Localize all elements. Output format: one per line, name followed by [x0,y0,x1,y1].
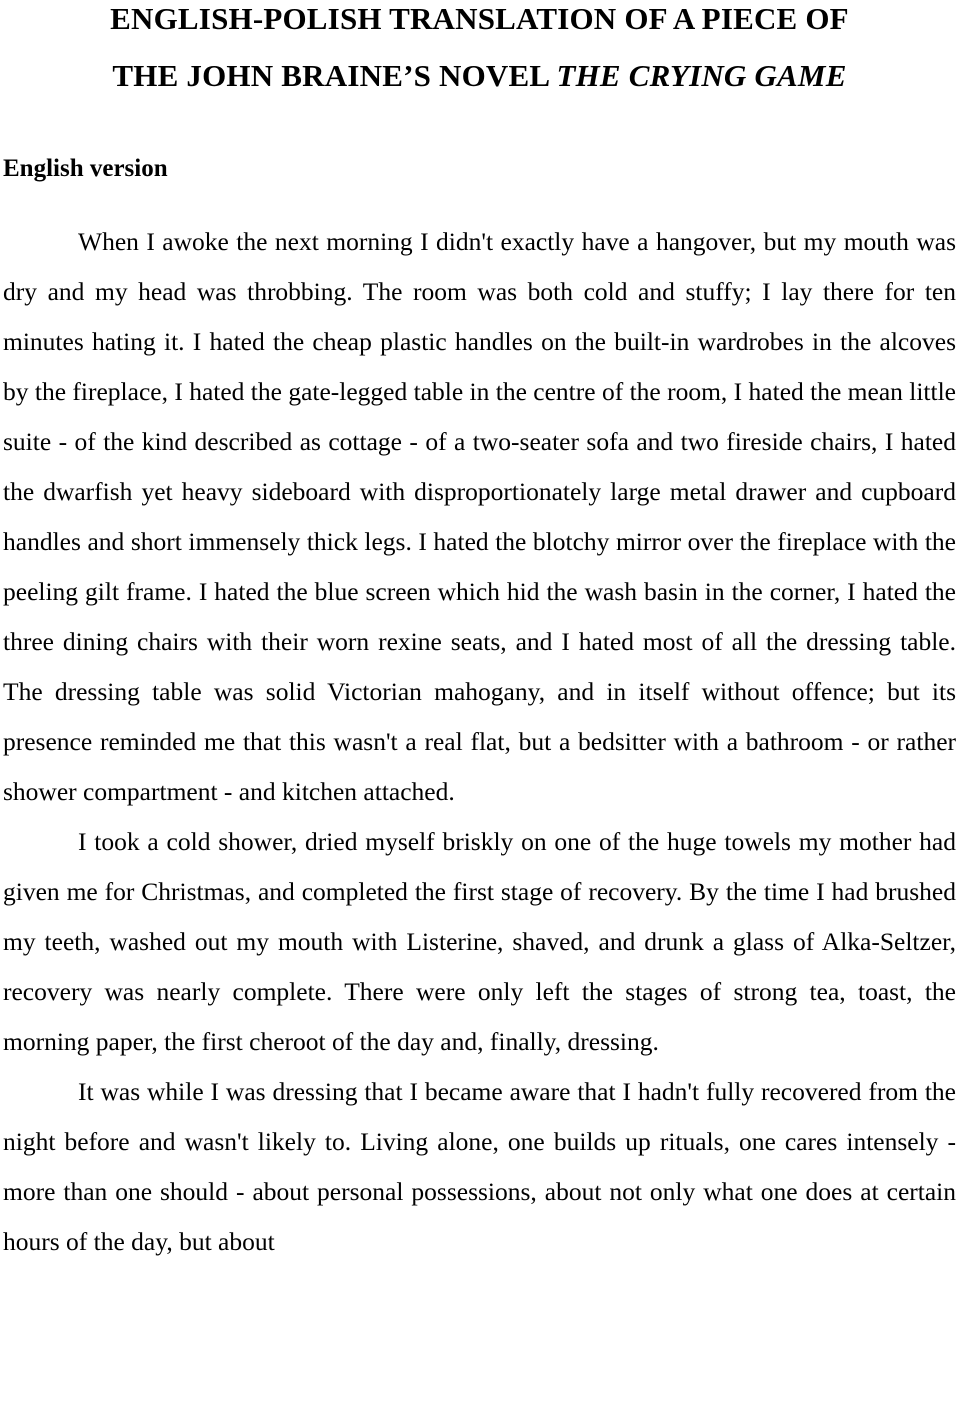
title-line-2-prefix: THE JOHN BRAINE’S NOVEL [112,58,557,93]
paragraph-1: When I awoke the next morning I didn't exactly have a hangover, but my mouth was dry and my head was throbbing. The room was both cold and stuffy; I lay there for ten minutes hating it. I hated the cheap plastic handles on the built-in wardrobes in the alcoves by the fireplace, I hated the gate-legged table in the centre of the room, I hated the mean little suite - of the kind described as cottage - of a two-seater sofa and two fireside chairs, I hated the dwarfish yet heavy sideboard with disproportionately large metal drawer and cupboard handles and short immensely thick legs. I hated the blotchy mirror over the fireplace with the peeling gilt frame. I hated the blue screen which hid the wash basin in the corner, I hated the three dining chairs with their worn rexine seats, and I hated most of all the dressing table. The dressing table was solid Victorian mahogany, and in itself without offence; but its presence reminded me that this wasn't a real flat, but a bedsitter with a bathroom - or rather shower compartment - and kitchen attached. [3,227,957,806]
document-title [3,0,956,104]
paragraph-3: It was while I was dressing that I became aware that I hadn't fully recovered from the night before and wasn't likely to. Living alone, one builds up rituals, one cares intensely -more than one should - about personal possessions, about not only what one does at certain hours of the day, but about [3,1077,956,1256]
novel-title: THE CRYING GAME [556,58,847,93]
paragraph-2: I took a cold shower, dried myself briskly on one of the huge towels my mother had given me for Christmas, and completed the first stage of recovery. By the time I had brushed my teeth, washed out my mouth with Listerine, shaved, and drunk a glass of Alka-Seltzer, recovery was nearly complete. There were only left the stages of strong tea, toast, the morning paper, the first cheroot of the day and, finally, dressing. [3,827,956,1056]
title-line-2 [3,47,956,104]
title-line-1: ENGLISH-POLISH TRANSLATION OF A PIECE OF [110,1,849,36]
section-heading-english-version: English version [3,155,168,182]
